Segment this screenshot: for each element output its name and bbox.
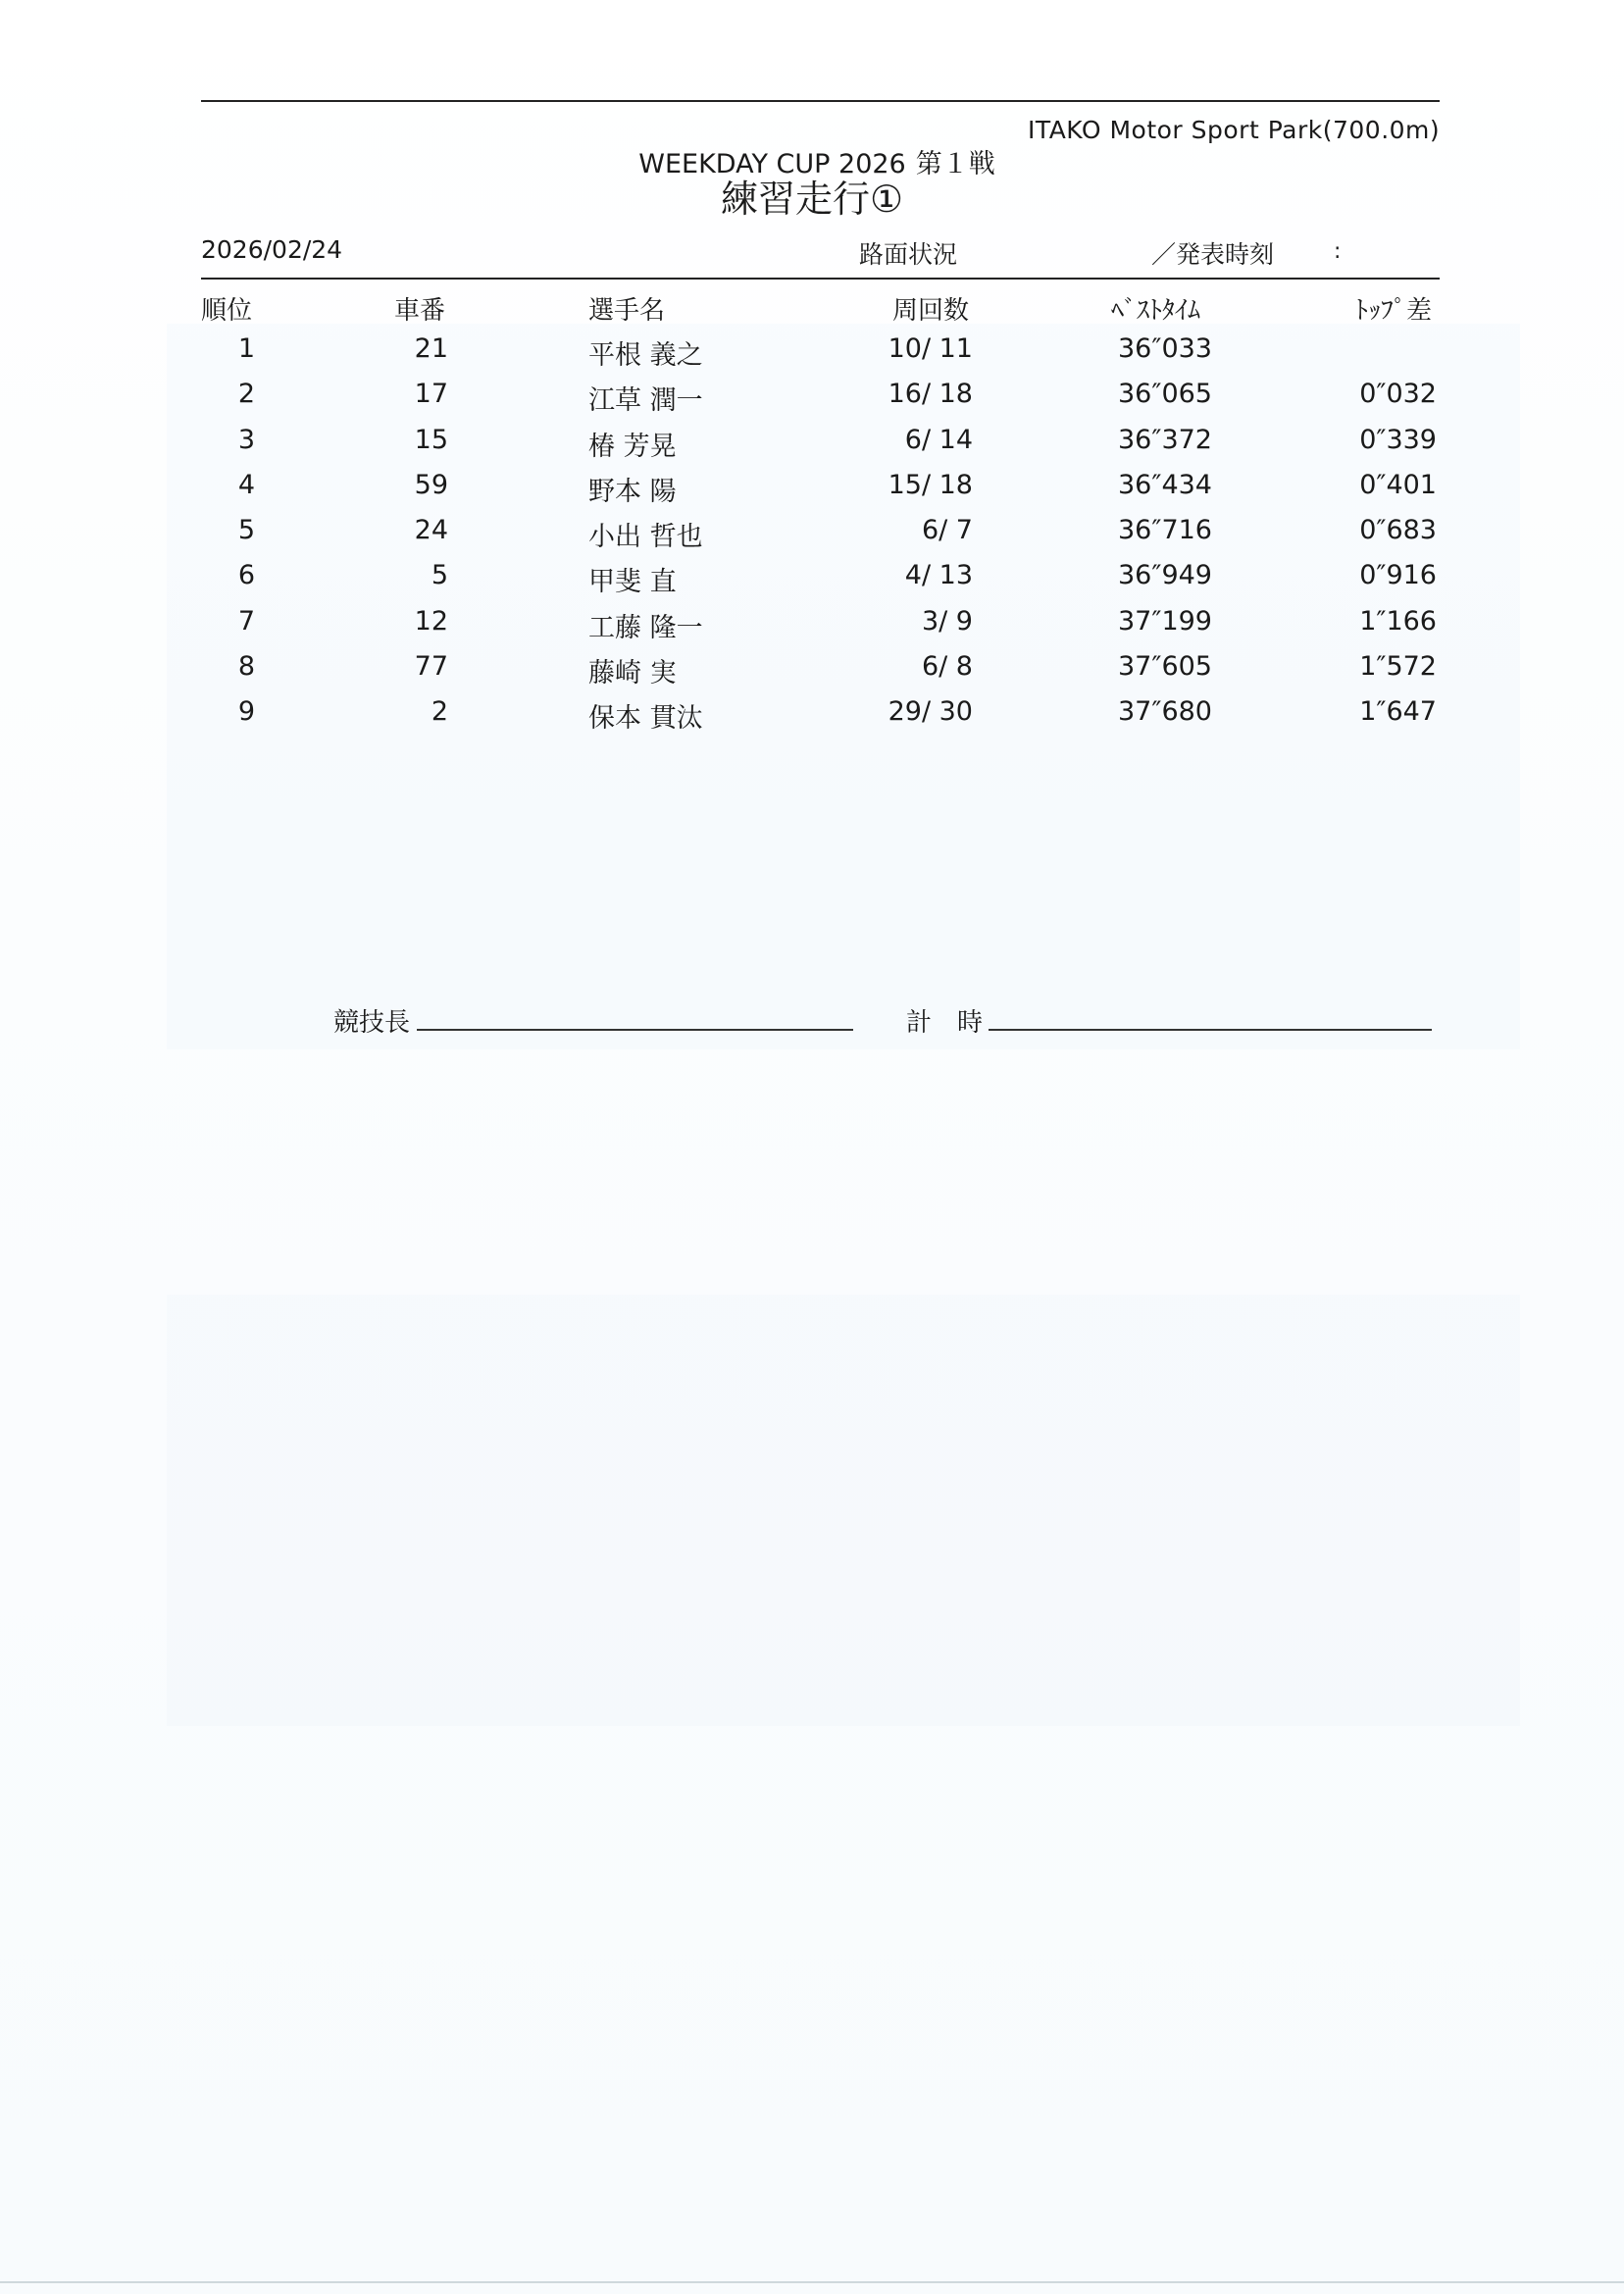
col-laps: 周回数: [892, 296, 970, 326]
row-driver-name: 野本 陽: [588, 476, 677, 507]
row-best-time: 36″033: [1118, 333, 1212, 364]
row-laps: 4/ 13: [904, 560, 973, 591]
col-gap: ﾄｯﾌﾟ差: [1355, 296, 1433, 326]
row-car-number: 17: [414, 379, 448, 410]
row-driver-name: 藤崎 実: [588, 657, 677, 688]
row-driver-name: 保本 貫汰: [588, 703, 703, 734]
col-driver: 選手名: [588, 296, 666, 326]
row-best-time: 36″065: [1118, 379, 1212, 410]
show-through-band: [167, 1295, 1520, 1726]
row-position: 3: [237, 424, 255, 455]
page-bottom-edge: [0, 2281, 1624, 2283]
row-best-time: 36″434: [1118, 469, 1212, 500]
header-rule: [201, 278, 1440, 280]
row-best-time: 36″949: [1118, 560, 1212, 591]
row-gap: 0″401: [1359, 469, 1437, 500]
row-driver-name: 平根 義之: [588, 340, 703, 371]
row-driver-name: 椿 芳晃: [588, 431, 677, 462]
session-title: 練習走行①: [720, 178, 904, 221]
row-laps: 10/ 11: [888, 333, 973, 364]
row-gap: 1″572: [1359, 650, 1437, 682]
row-driver-name: 江草 潤一: [588, 385, 703, 417]
row-laps: 29/ 30: [888, 696, 973, 727]
col-car-number: 車番: [394, 296, 446, 326]
announce-time-value: :: [1334, 239, 1342, 264]
row-gap: 0″916: [1359, 560, 1437, 591]
row-position: 7: [237, 605, 255, 637]
row-laps: 16/ 18: [888, 379, 973, 410]
row-car-number: 77: [414, 650, 448, 682]
row-gap: 1″647: [1359, 696, 1437, 727]
row-gap: 0″032: [1359, 379, 1437, 410]
row-laps: 3/ 9: [921, 605, 973, 637]
row-position: 2: [237, 379, 255, 410]
col-best-time: ﾍﾞｽﾄﾀｲﾑ: [1111, 296, 1201, 326]
row-car-number: 59: [414, 469, 448, 500]
row-driver-name: 工藤 隆一: [588, 612, 703, 643]
row-position: 9: [237, 696, 255, 727]
row-laps: 6/ 14: [904, 424, 973, 455]
row-position: 8: [237, 650, 255, 682]
venue-name: ITAKO Motor Sport Park(700.0m): [1028, 116, 1441, 144]
row-best-time: 37″605: [1118, 650, 1212, 682]
row-car-number: 5: [431, 560, 448, 591]
show-through-band: [167, 324, 1520, 1049]
col-position: 順位: [201, 296, 253, 326]
top-rule: [201, 100, 1440, 102]
row-car-number: 2: [431, 696, 448, 727]
session-date: 2026/02/24: [201, 235, 343, 264]
announce-time-label: ／発表時刻: [1151, 240, 1275, 269]
row-best-time: 37″199: [1118, 605, 1212, 637]
row-gap: 1″166: [1359, 605, 1437, 637]
row-laps: 15/ 18: [888, 469, 973, 500]
steward-signature-line: [417, 1029, 853, 1031]
row-laps: 6/ 8: [921, 650, 973, 682]
row-best-time: 36″716: [1118, 515, 1212, 545]
road-condition-label: 路面状況: [859, 240, 958, 269]
row-position: 1: [237, 333, 255, 364]
row-position: 4: [237, 469, 255, 500]
row-position: 5: [237, 515, 255, 545]
row-position: 6: [237, 560, 255, 591]
event-name: WEEKDAY CUP 2026: [638, 149, 906, 179]
row-gap: 0″339: [1359, 424, 1437, 455]
row-car-number: 24: [414, 515, 448, 545]
row-best-time: 36″372: [1118, 424, 1212, 455]
row-car-number: 21: [414, 333, 448, 364]
row-driver-name: 甲斐 直: [588, 567, 677, 598]
event-round: 第１戦: [915, 149, 995, 179]
row-gap: 0″683: [1359, 515, 1437, 545]
row-best-time: 37″680: [1118, 696, 1212, 727]
row-laps: 6/ 7: [921, 515, 973, 545]
row-car-number: 15: [414, 424, 448, 455]
row-driver-name: 小出 哲也: [588, 522, 703, 552]
timer-signature-line: [989, 1029, 1432, 1031]
timer-label: 計 時: [906, 1008, 984, 1038]
steward-label: 競技長: [333, 1008, 411, 1038]
row-car-number: 12: [414, 605, 448, 637]
